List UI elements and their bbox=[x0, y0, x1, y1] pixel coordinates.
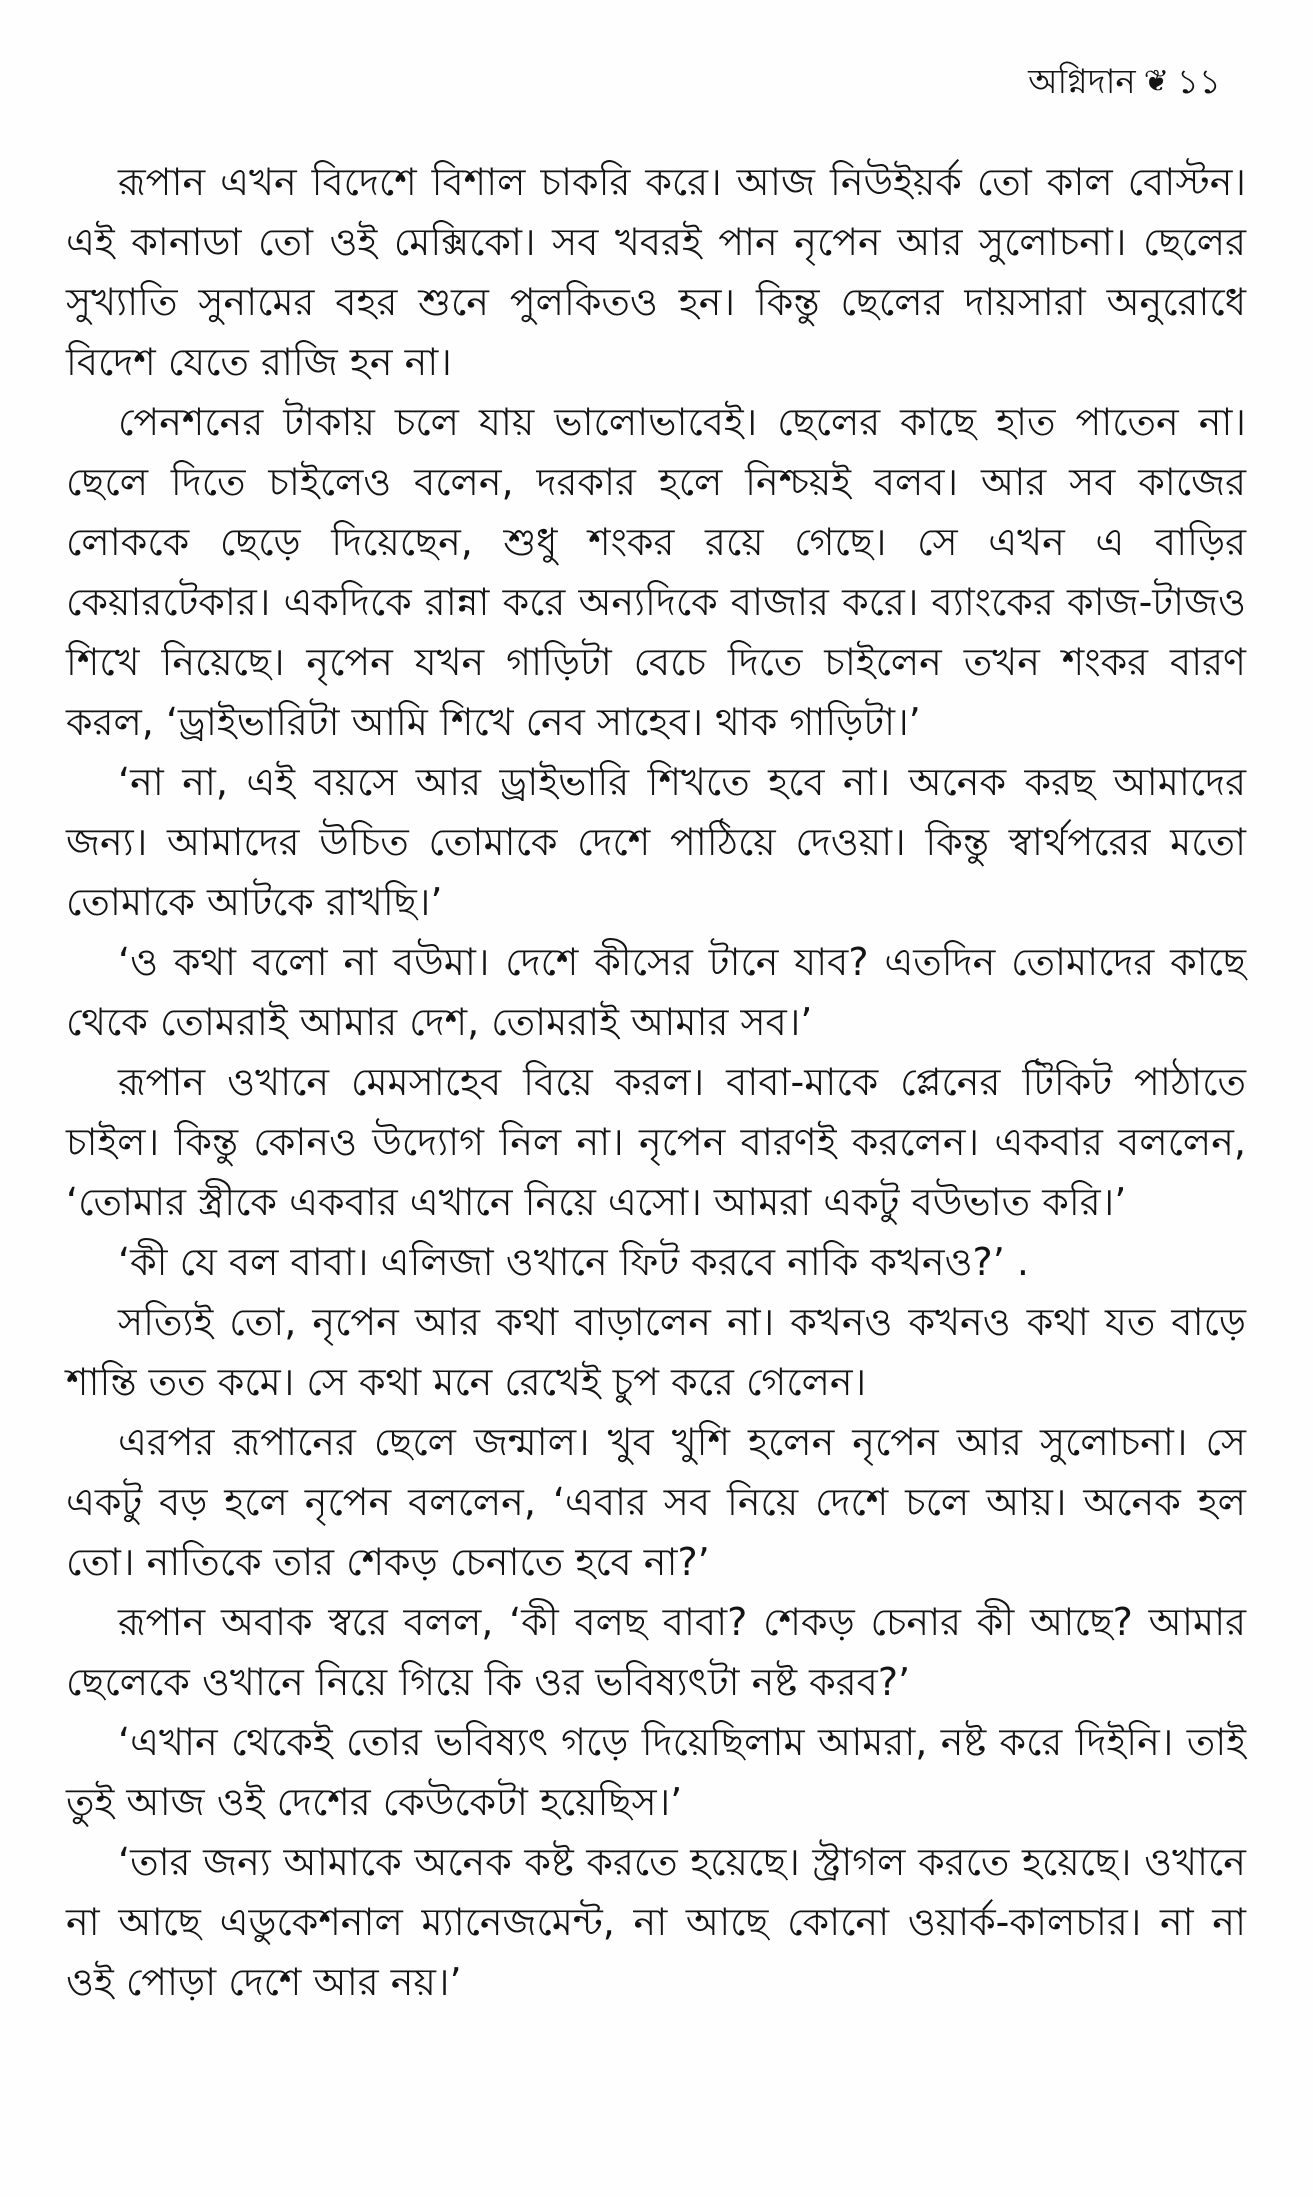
paragraph: এরপর রূপানের ছেলে জন্মাল। খুব খুশি হলেন নৃপেন আর সুলোচনা। সে একটু বড় হলে নৃপেন বললেন, ‘এবার সব নিয়ে দেশে চলে আয়। অনেক হল তো। নাতিকে তার শেকড় চেনাতে হবে না?’ bbox=[66, 1420, 1246, 1584]
book-title: অগ্নিদান bbox=[1028, 62, 1136, 102]
page-number: ১১ bbox=[1176, 62, 1221, 102]
running-head bbox=[1028, 60, 1221, 104]
paragraph: রূপান ওখানে মেমসাহেব বিয়ে করল। বাবা-মাকে প্লেনের টিকিট পাঠাতে চাইল। কিন্তু কোনও উদ্যোগ নিল না। নৃপেন বারণই করলেন। একবার বললেন, ‘তোমার স্ত্রীকে একবার এখানে নিয়ে এসো। আমরা একটু বউভাত করি।’ bbox=[66, 1060, 1246, 1224]
paragraph: ‘তার জন্য আমাকে অনেক কষ্ট করতে হয়েছে। স্ট্রাগল করতে হয়েছে। ওখানে না আছে এডুকেশনাল ম্যানেজমেন্ট, না আছে কোনো ওয়ার্ক-কালচার। না না ওই পোড়া দেশে আর নয়।’ bbox=[66, 1840, 1246, 2004]
paragraph: রূপান এখন বিদেশে বিশাল চাকরি করে। আজ নিউইয়র্ক তো কাল বোস্টন। এই কানাডা তো ওই মেক্সিকো। সব খবরই পান নৃপেন আর সুলোচনা। ছেলের সুখ্যাতি সুনামের বহর শুনে পুলকিতও হন। কিন্তু ছেলের দায়সারা অনুরোধে বিদেশ যেতে রাজি হন না। bbox=[66, 160, 1246, 384]
paragraph: ‘না না, এই বয়সে আর ড্রাইভারি শিখতে হবে না। অনেক করছ আমাদের জন্য। আমাদের উচিত তোমাকে দেশে পাঠিয়ে দেওয়া। কিন্তু স্বার্থপরের মতো তোমাকে আটকে রাখছি।’ bbox=[66, 760, 1246, 924]
paragraph: পেনশনের টাকায় চলে যায় ভালোভাবেই। ছেলের কাছে হাত পাতেন না। ছেলে দিতে চাইলেও বলেন, দরকার হলে নিশ্চয়ই বলব। আর সব কাজের লোককে ছেড়ে দিয়েছেন, শুধু শংকর রয়ে গেছে। সে এখন এ বাড়ির কেয়ারটেকার। একদিকে রান্না করে অন্যদিকে বাজার করে। ব্যাংকের কাজ-টাজও শিখে নিয়েছে। নৃপেন যখন গাড়িটা বেচে দিতে চাইলেন তখন শংকর বারণ করল, ‘ড্রাইভারিটা আমি শিখে নেব সাহেব। থাক গাড়িটা।’ bbox=[66, 400, 1246, 744]
paragraph: রূপান অবাক স্বরে বলল, ‘কী বলছ বাবা? শেকড় চেনার কী আছে? আমার ছেলেকে ওখানে নিয়ে গিয়ে কি ওর ভবিষ্যৎটা নষ্ট করব?’ bbox=[66, 1600, 1246, 1704]
body-text bbox=[66, 152, 1246, 2012]
paragraph: ‘কী যে বল বাবা। এলিজা ওখানে ফিট করবে নাকি কখনও?’ . bbox=[118, 1240, 1029, 1284]
paragraph: ‘ও কথা বলো না বউমা। দেশে কীসের টানে যাব? এতদিন তোমাদের কাছে থেকে তোমরাই আমার দেশ, তোমরাই আমার সব।’ bbox=[66, 940, 1246, 1044]
leaf-ornament-icon: ❦ bbox=[1143, 64, 1169, 99]
paragraph: সত্যিই তো, নৃপেন আর কথা বাড়ালেন না। কখনও কখনও কথা যত বাড়ে শান্তি তত কমে। সে কথা মনে রেখেই চুপ করে গেলেন। bbox=[66, 1300, 1246, 1404]
paragraph: ‘এখান থেকেই তোর ভবিষ্যৎ গড়ে দিয়েছিলাম আমরা, নষ্ট করে দিইনি। তাই তুই আজ ওই দেশের কেউকেটা হয়েছিস।’ bbox=[66, 1720, 1246, 1824]
